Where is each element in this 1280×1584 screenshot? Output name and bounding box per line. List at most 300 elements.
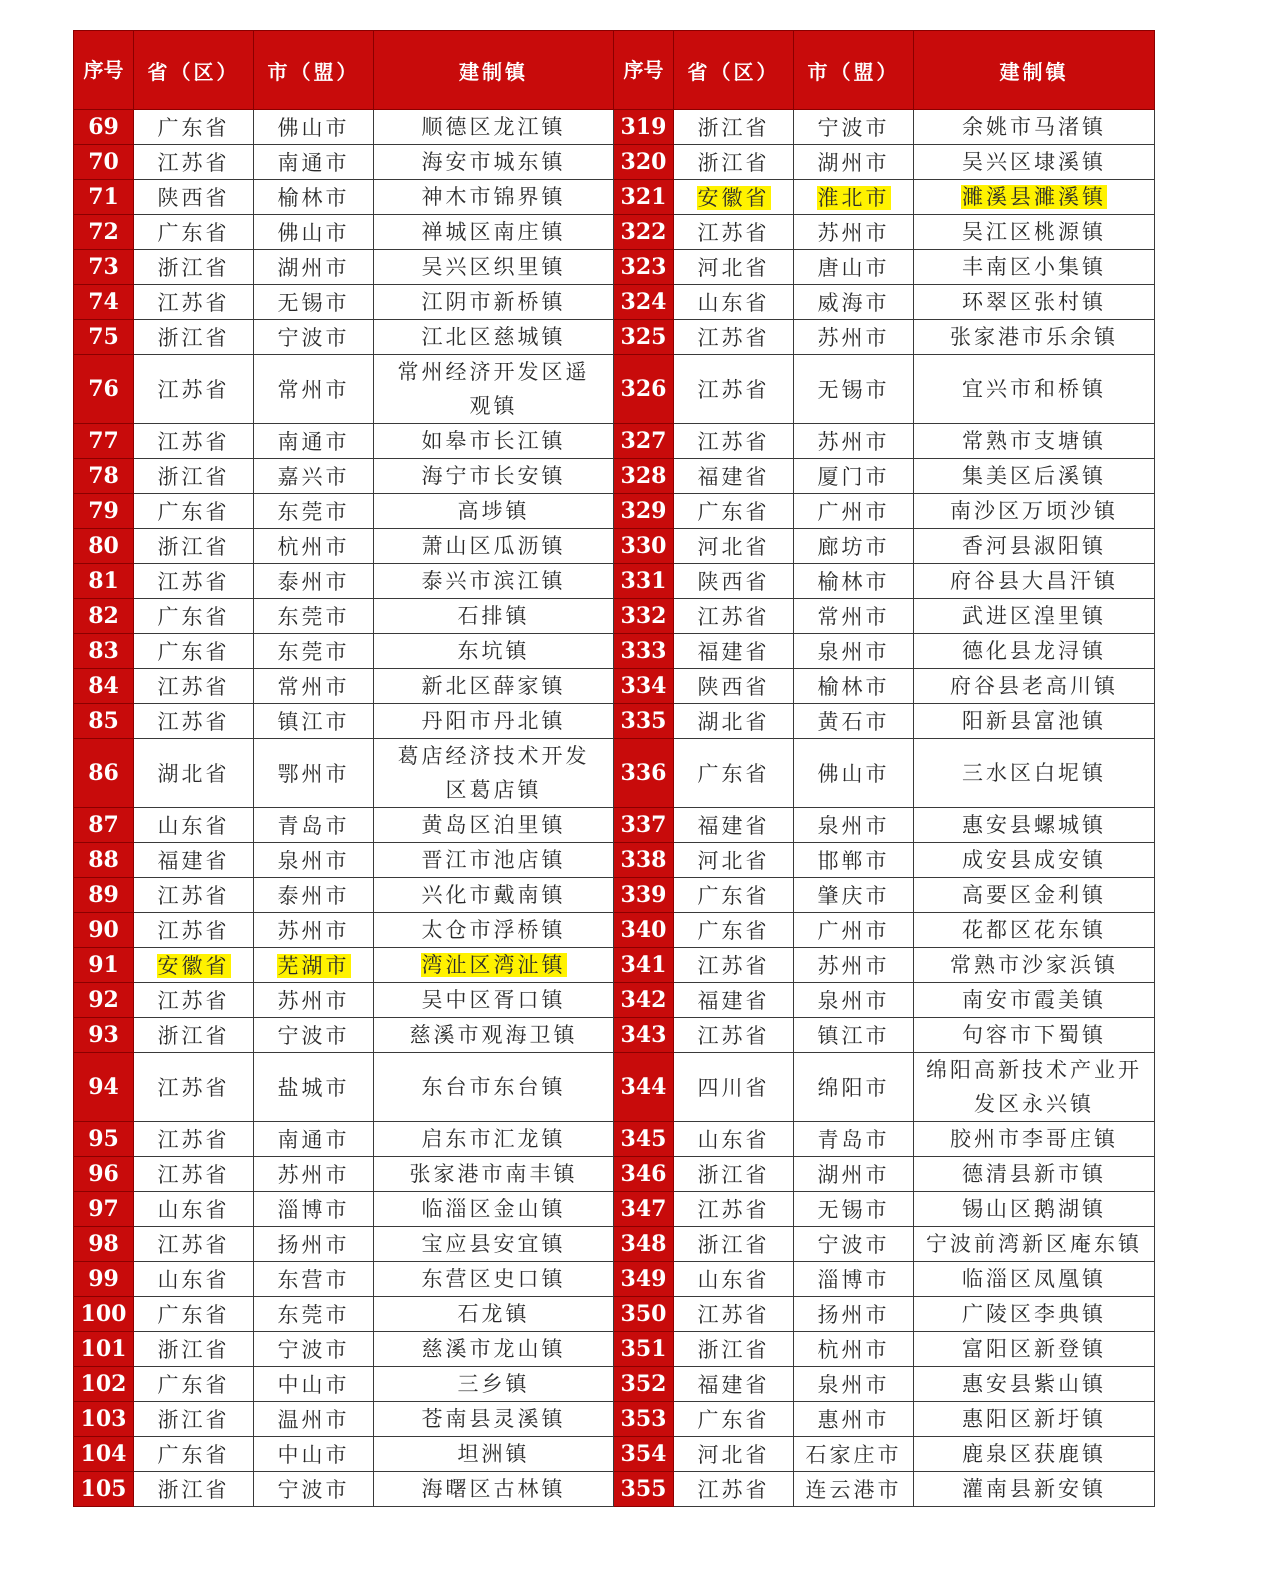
right-num-cell: 337 (614, 808, 674, 843)
left-num-cell: 78 (74, 459, 134, 494)
right-city-cell: 连云港市 (794, 1472, 914, 1507)
left-city-cell: 苏州市 (254, 983, 374, 1018)
towns-table (73, 30, 1155, 1507)
left-town-cell: 慈溪市观海卫镇 (374, 1018, 614, 1053)
left-town-cell: 东台市东台镇 (374, 1053, 614, 1122)
left-province-cell: 广东省 (134, 110, 254, 145)
right-town-cell: 环翠区张村镇 (914, 285, 1155, 320)
left-province-cell: 广东省 (134, 634, 254, 669)
left-city-cell: 东莞市 (254, 1297, 374, 1332)
right-city-cell: 无锡市 (794, 355, 914, 424)
left-town-cell: 江阴市新桥镇 (374, 285, 614, 320)
right-city-cell: 广州市 (794, 494, 914, 529)
right-city-cell: 厦门市 (794, 459, 914, 494)
right-town-cell: 府谷县大昌汗镇 (914, 564, 1155, 599)
right-town-cell: 惠阳区新圩镇 (914, 1402, 1155, 1437)
right-town-cell: 花都区花东镇 (914, 913, 1155, 948)
left-province-cell: 江苏省 (134, 669, 254, 704)
right-num-cell: 344 (614, 1053, 674, 1122)
left-num-cell: 103 (74, 1402, 134, 1437)
right-num-cell: 322 (614, 215, 674, 250)
right-num-cell: 329 (614, 494, 674, 529)
table-row (74, 599, 1155, 634)
left-num-cell: 94 (74, 1053, 134, 1122)
left-city-cell: 泉州市 (254, 843, 374, 878)
right-city-cell: 泉州市 (794, 634, 914, 669)
right-city-cell: 苏州市 (794, 215, 914, 250)
right-num-cell: 351 (614, 1332, 674, 1367)
right-num-cell: 340 (614, 913, 674, 948)
left-town-cell: 苍南县灵溪镇 (374, 1402, 614, 1437)
right-city-cell: 石家庄市 (794, 1437, 914, 1472)
right-num-cell: 343 (614, 1018, 674, 1053)
right-city-cell: 宁波市 (794, 1227, 914, 1262)
header-town: 建制镇 (914, 31, 1155, 110)
left-town-cell: 如皋市长江镇 (374, 424, 614, 459)
right-province-cell: 江苏省 (674, 1192, 794, 1227)
left-num-cell: 92 (74, 983, 134, 1018)
table-row (74, 634, 1155, 669)
right-town-cell: 武进区湟里镇 (914, 599, 1155, 634)
left-town-cell: 禅城区南庄镇 (374, 215, 614, 250)
left-province-cell: 广东省 (134, 599, 254, 634)
left-town-cell: 兴化市戴南镇 (374, 878, 614, 913)
right-city-cell: 湖州市 (794, 1157, 914, 1192)
left-city-cell: 湖州市 (254, 250, 374, 285)
left-town-cell: 吴兴区织里镇 (374, 250, 614, 285)
right-town-cell: 富阳区新登镇 (914, 1332, 1155, 1367)
left-city-cell: 佛山市 (254, 215, 374, 250)
left-province-cell: 陕西省 (134, 180, 254, 215)
left-num-cell: 74 (74, 285, 134, 320)
right-town-cell (914, 180, 1155, 215)
right-province-cell: 陕西省 (674, 669, 794, 704)
table-row (74, 913, 1155, 948)
right-num-cell: 319 (614, 110, 674, 145)
right-town-cell: 广陵区李典镇 (914, 1297, 1155, 1332)
right-city-cell: 黄石市 (794, 704, 914, 739)
table-row (74, 529, 1155, 564)
table-row (74, 1157, 1155, 1192)
left-city-cell: 苏州市 (254, 1157, 374, 1192)
table-row (74, 564, 1155, 599)
left-num-cell: 80 (74, 529, 134, 564)
right-num-cell: 347 (614, 1192, 674, 1227)
right-town-cell: 德清县新市镇 (914, 1157, 1155, 1192)
right-city-cell: 肇庆市 (794, 878, 914, 913)
right-town-cell: 胶州市李哥庄镇 (914, 1122, 1155, 1157)
right-city-cell: 佛山市 (794, 739, 914, 808)
left-city-cell: 宁波市 (254, 1472, 374, 1507)
right-city-cell: 榆林市 (794, 669, 914, 704)
left-city-cell: 鄂州市 (254, 739, 374, 808)
left-num-cell: 95 (74, 1122, 134, 1157)
right-num-cell: 328 (614, 459, 674, 494)
right-town-cell: 绵阳高新技术产业开发区永兴镇 (914, 1053, 1155, 1122)
left-town-cell (374, 948, 614, 983)
left-city-cell: 南通市 (254, 145, 374, 180)
left-city-cell: 青岛市 (254, 808, 374, 843)
right-city-cell: 常州市 (794, 599, 914, 634)
table-row (74, 355, 1155, 424)
left-province-cell: 广东省 (134, 215, 254, 250)
right-province-cell: 江苏省 (674, 1018, 794, 1053)
left-town-cell: 泰兴市滨江镇 (374, 564, 614, 599)
left-city-cell: 苏州市 (254, 913, 374, 948)
right-num-cell: 323 (614, 250, 674, 285)
left-num-cell: 83 (74, 634, 134, 669)
left-town-cell: 顺德区龙江镇 (374, 110, 614, 145)
right-province-cell: 广东省 (674, 1402, 794, 1437)
right-province-cell: 广东省 (674, 739, 794, 808)
right-num-cell: 335 (614, 704, 674, 739)
left-province-cell: 浙江省 (134, 529, 254, 564)
left-city-cell: 东营市 (254, 1262, 374, 1297)
left-city-cell: 宁波市 (254, 320, 374, 355)
right-province-cell: 山东省 (674, 1122, 794, 1157)
left-province-cell: 山东省 (134, 1262, 254, 1297)
left-num-cell: 102 (74, 1367, 134, 1402)
left-province-cell: 江苏省 (134, 878, 254, 913)
left-province-cell: 江苏省 (134, 1157, 254, 1192)
table-row (74, 1472, 1155, 1507)
left-province-cell: 浙江省 (134, 1472, 254, 1507)
right-city-cell: 榆林市 (794, 564, 914, 599)
right-town-cell: 南沙区万顷沙镇 (914, 494, 1155, 529)
right-province-cell: 广东省 (674, 494, 794, 529)
right-num-cell: 354 (614, 1437, 674, 1472)
highlighted-text: 安徽省 (697, 186, 770, 210)
right-num-cell: 321 (614, 180, 674, 215)
right-city-cell: 镇江市 (794, 1018, 914, 1053)
left-province-cell: 江苏省 (134, 285, 254, 320)
right-province-cell: 陕西省 (674, 564, 794, 599)
table-row (74, 808, 1155, 843)
left-num-cell: 105 (74, 1472, 134, 1507)
left-province-cell: 浙江省 (134, 1018, 254, 1053)
left-num-cell: 87 (74, 808, 134, 843)
right-province-cell: 山东省 (674, 285, 794, 320)
right-num-cell: 350 (614, 1297, 674, 1332)
right-province-cell: 浙江省 (674, 1157, 794, 1192)
header-town: 建制镇 (374, 31, 614, 110)
right-town-cell: 句容市下蜀镇 (914, 1018, 1155, 1053)
left-province-cell: 广东省 (134, 1297, 254, 1332)
right-province-cell: 广东省 (674, 878, 794, 913)
right-town-cell: 灌南县新安镇 (914, 1472, 1155, 1507)
right-town-cell: 集美区后溪镇 (914, 459, 1155, 494)
right-province-cell: 江苏省 (674, 1472, 794, 1507)
left-town-cell: 丹阳市丹北镇 (374, 704, 614, 739)
table-row (74, 1297, 1155, 1332)
left-town-cell: 坦洲镇 (374, 1437, 614, 1472)
left-city-cell: 中山市 (254, 1437, 374, 1472)
right-town-cell: 三水区白坭镇 (914, 739, 1155, 808)
left-province-cell: 江苏省 (134, 145, 254, 180)
right-town-cell: 张家港市乐余镇 (914, 320, 1155, 355)
right-town-cell: 鹿泉区获鹿镇 (914, 1437, 1155, 1472)
table-row (74, 948, 1155, 983)
left-province-cell: 江苏省 (134, 704, 254, 739)
left-province-cell: 山东省 (134, 1192, 254, 1227)
table-row (74, 1192, 1155, 1227)
right-town-cell: 南安市霞美镇 (914, 983, 1155, 1018)
table-row (74, 704, 1155, 739)
right-province-cell: 江苏省 (674, 948, 794, 983)
left-num-cell: 77 (74, 424, 134, 459)
left-num-cell: 85 (74, 704, 134, 739)
table-header (74, 31, 1155, 110)
right-city-cell: 泉州市 (794, 983, 914, 1018)
right-num-cell: 338 (614, 843, 674, 878)
table-row (74, 1122, 1155, 1157)
right-num-cell: 339 (614, 878, 674, 913)
left-num-cell: 93 (74, 1018, 134, 1053)
left-city-cell: 扬州市 (254, 1227, 374, 1262)
right-num-cell: 334 (614, 669, 674, 704)
left-num-cell: 99 (74, 1262, 134, 1297)
left-province-cell: 浙江省 (134, 250, 254, 285)
right-town-cell: 常熟市支塘镇 (914, 424, 1155, 459)
right-num-cell: 325 (614, 320, 674, 355)
right-town-cell: 香河县淑阳镇 (914, 529, 1155, 564)
header-seq: 序号 (614, 31, 674, 110)
right-province-cell (674, 180, 794, 215)
table-row (74, 739, 1155, 808)
left-town-cell: 张家港市南丰镇 (374, 1157, 614, 1192)
left-province-cell: 福建省 (134, 843, 254, 878)
table-row (74, 878, 1155, 913)
left-city-cell: 常州市 (254, 355, 374, 424)
highlighted-text: 濉溪县濉溪镇 (962, 185, 1106, 209)
left-town-cell: 东坑镇 (374, 634, 614, 669)
left-city-cell: 嘉兴市 (254, 459, 374, 494)
left-city-cell: 东莞市 (254, 494, 374, 529)
left-town-cell: 晋江市池店镇 (374, 843, 614, 878)
left-city-cell: 中山市 (254, 1367, 374, 1402)
left-city-cell: 南通市 (254, 424, 374, 459)
right-num-cell: 353 (614, 1402, 674, 1437)
highlighted-text: 芜湖市 (277, 954, 350, 978)
right-num-cell: 330 (614, 529, 674, 564)
right-province-cell: 河北省 (674, 1437, 794, 1472)
right-province-cell: 江苏省 (674, 320, 794, 355)
right-town-cell: 临淄区凤凰镇 (914, 1262, 1155, 1297)
left-town-cell: 宝应县安宜镇 (374, 1227, 614, 1262)
highlighted-text: 湾沚区湾沚镇 (421, 953, 566, 977)
table-row (74, 110, 1155, 145)
left-province-cell: 浙江省 (134, 1402, 254, 1437)
right-province-cell: 河北省 (674, 529, 794, 564)
left-province-cell: 江苏省 (134, 1122, 254, 1157)
right-town-cell: 丰南区小集镇 (914, 250, 1155, 285)
left-town-cell: 石龙镇 (374, 1297, 614, 1332)
table-row (74, 424, 1155, 459)
right-town-cell: 锡山区鹅湖镇 (914, 1192, 1155, 1227)
right-town-cell: 吴兴区埭溪镇 (914, 145, 1155, 180)
header-city: 市（盟） (254, 31, 374, 110)
left-num-cell: 75 (74, 320, 134, 355)
left-province-cell: 浙江省 (134, 1332, 254, 1367)
header-seq: 序号 (74, 31, 134, 110)
left-city-cell: 常州市 (254, 669, 374, 704)
right-city-cell: 泉州市 (794, 1367, 914, 1402)
right-num-cell: 320 (614, 145, 674, 180)
left-province-cell: 江苏省 (134, 355, 254, 424)
right-city-cell: 惠州市 (794, 1402, 914, 1437)
left-num-cell: 72 (74, 215, 134, 250)
right-num-cell: 355 (614, 1472, 674, 1507)
left-province-cell: 江苏省 (134, 564, 254, 599)
left-num-cell: 90 (74, 913, 134, 948)
left-town-cell: 黄岛区泊里镇 (374, 808, 614, 843)
right-num-cell: 342 (614, 983, 674, 1018)
left-city-cell: 榆林市 (254, 180, 374, 215)
table-row (74, 843, 1155, 878)
left-city-cell: 佛山市 (254, 110, 374, 145)
right-city-cell: 唐山市 (794, 250, 914, 285)
right-num-cell: 324 (614, 285, 674, 320)
right-num-cell: 326 (614, 355, 674, 424)
left-province-cell: 广东省 (134, 1367, 254, 1402)
left-town-cell: 吴中区胥口镇 (374, 983, 614, 1018)
right-province-cell: 浙江省 (674, 110, 794, 145)
left-province-cell: 江苏省 (134, 424, 254, 459)
table-row (74, 285, 1155, 320)
left-province-cell: 江苏省 (134, 983, 254, 1018)
left-num-cell: 73 (74, 250, 134, 285)
left-num-cell: 100 (74, 1297, 134, 1332)
left-city-cell: 杭州市 (254, 529, 374, 564)
left-city-cell: 泰州市 (254, 878, 374, 913)
right-town-cell: 余姚市马渚镇 (914, 110, 1155, 145)
left-num-cell: 89 (74, 878, 134, 913)
left-town-cell: 三乡镇 (374, 1367, 614, 1402)
right-province-cell: 江苏省 (674, 355, 794, 424)
right-province-cell: 江苏省 (674, 599, 794, 634)
left-town-cell: 葛店经济技术开发区葛店镇 (374, 739, 614, 808)
right-province-cell: 河北省 (674, 843, 794, 878)
left-province-cell: 广东省 (134, 494, 254, 529)
right-town-cell: 惠安县紫山镇 (914, 1367, 1155, 1402)
left-province-cell: 湖北省 (134, 739, 254, 808)
right-town-cell: 成安县成安镇 (914, 843, 1155, 878)
right-city-cell: 宁波市 (794, 110, 914, 145)
right-city-cell: 淄博市 (794, 1262, 914, 1297)
table-row (74, 320, 1155, 355)
table-row (74, 494, 1155, 529)
right-num-cell: 341 (614, 948, 674, 983)
right-city-cell: 苏州市 (794, 424, 914, 459)
right-num-cell: 346 (614, 1157, 674, 1192)
right-city-cell: 无锡市 (794, 1192, 914, 1227)
table-row (74, 1332, 1155, 1367)
left-town-cell: 慈溪市龙山镇 (374, 1332, 614, 1367)
table-row (74, 1018, 1155, 1053)
table-row (74, 215, 1155, 250)
right-num-cell: 333 (614, 634, 674, 669)
right-province-cell: 江苏省 (674, 215, 794, 250)
left-town-cell: 萧山区瓜沥镇 (374, 529, 614, 564)
table-row (74, 983, 1155, 1018)
left-town-cell: 高埗镇 (374, 494, 614, 529)
right-num-cell: 331 (614, 564, 674, 599)
left-town-cell: 新北区薛家镇 (374, 669, 614, 704)
left-num-cell: 104 (74, 1437, 134, 1472)
left-town-cell: 太仓市浮桥镇 (374, 913, 614, 948)
table-row (74, 1367, 1155, 1402)
left-city-cell: 东莞市 (254, 634, 374, 669)
left-num-cell: 96 (74, 1157, 134, 1192)
left-num-cell: 71 (74, 180, 134, 215)
left-num-cell: 69 (74, 110, 134, 145)
right-city-cell: 广州市 (794, 913, 914, 948)
right-num-cell: 332 (614, 599, 674, 634)
table-row (74, 1402, 1155, 1437)
left-town-cell: 石排镇 (374, 599, 614, 634)
left-town-cell: 海曙区古林镇 (374, 1472, 614, 1507)
right-city-cell: 廊坊市 (794, 529, 914, 564)
table-body (74, 110, 1155, 1507)
right-town-cell: 府谷县老高川镇 (914, 669, 1155, 704)
right-province-cell: 福建省 (674, 983, 794, 1018)
left-town-cell: 常州经济开发区遥观镇 (374, 355, 614, 424)
right-province-cell: 河北省 (674, 250, 794, 285)
header-province: 省（区） (674, 31, 794, 110)
table-row (74, 459, 1155, 494)
right-city-cell (794, 180, 914, 215)
right-town-cell: 宜兴市和桥镇 (914, 355, 1155, 424)
right-town-cell: 宁波前湾新区庵东镇 (914, 1227, 1155, 1262)
right-city-cell: 苏州市 (794, 320, 914, 355)
table-row (74, 180, 1155, 215)
left-town-cell: 神木市锦界镇 (374, 180, 614, 215)
right-town-cell: 德化县龙浔镇 (914, 634, 1155, 669)
left-city-cell: 泰州市 (254, 564, 374, 599)
table-row (74, 250, 1155, 285)
right-province-cell: 江苏省 (674, 424, 794, 459)
right-town-cell: 阳新县富池镇 (914, 704, 1155, 739)
right-city-cell: 泉州市 (794, 808, 914, 843)
right-province-cell: 江苏省 (674, 1297, 794, 1332)
right-province-cell: 四川省 (674, 1053, 794, 1122)
right-num-cell: 349 (614, 1262, 674, 1297)
left-city-cell: 淄博市 (254, 1192, 374, 1227)
left-city-cell: 宁波市 (254, 1332, 374, 1367)
highlighted-text: 淮北市 (817, 186, 890, 210)
right-city-cell: 绵阳市 (794, 1053, 914, 1122)
left-num-cell: 91 (74, 948, 134, 983)
left-num-cell: 79 (74, 494, 134, 529)
left-province-cell: 江苏省 (134, 913, 254, 948)
left-city-cell: 镇江市 (254, 704, 374, 739)
left-num-cell: 81 (74, 564, 134, 599)
right-province-cell: 福建省 (674, 459, 794, 494)
right-province-cell: 浙江省 (674, 1332, 794, 1367)
left-province-cell: 浙江省 (134, 320, 254, 355)
right-num-cell: 327 (614, 424, 674, 459)
left-town-cell: 海宁市长安镇 (374, 459, 614, 494)
table-row (74, 1262, 1155, 1297)
left-num-cell: 86 (74, 739, 134, 808)
table-row (74, 1227, 1155, 1262)
left-num-cell: 101 (74, 1332, 134, 1367)
left-province-cell: 广东省 (134, 1437, 254, 1472)
right-province-cell: 广东省 (674, 913, 794, 948)
table-row (74, 1053, 1155, 1122)
left-province-cell: 江苏省 (134, 1053, 254, 1122)
right-province-cell: 福建省 (674, 808, 794, 843)
